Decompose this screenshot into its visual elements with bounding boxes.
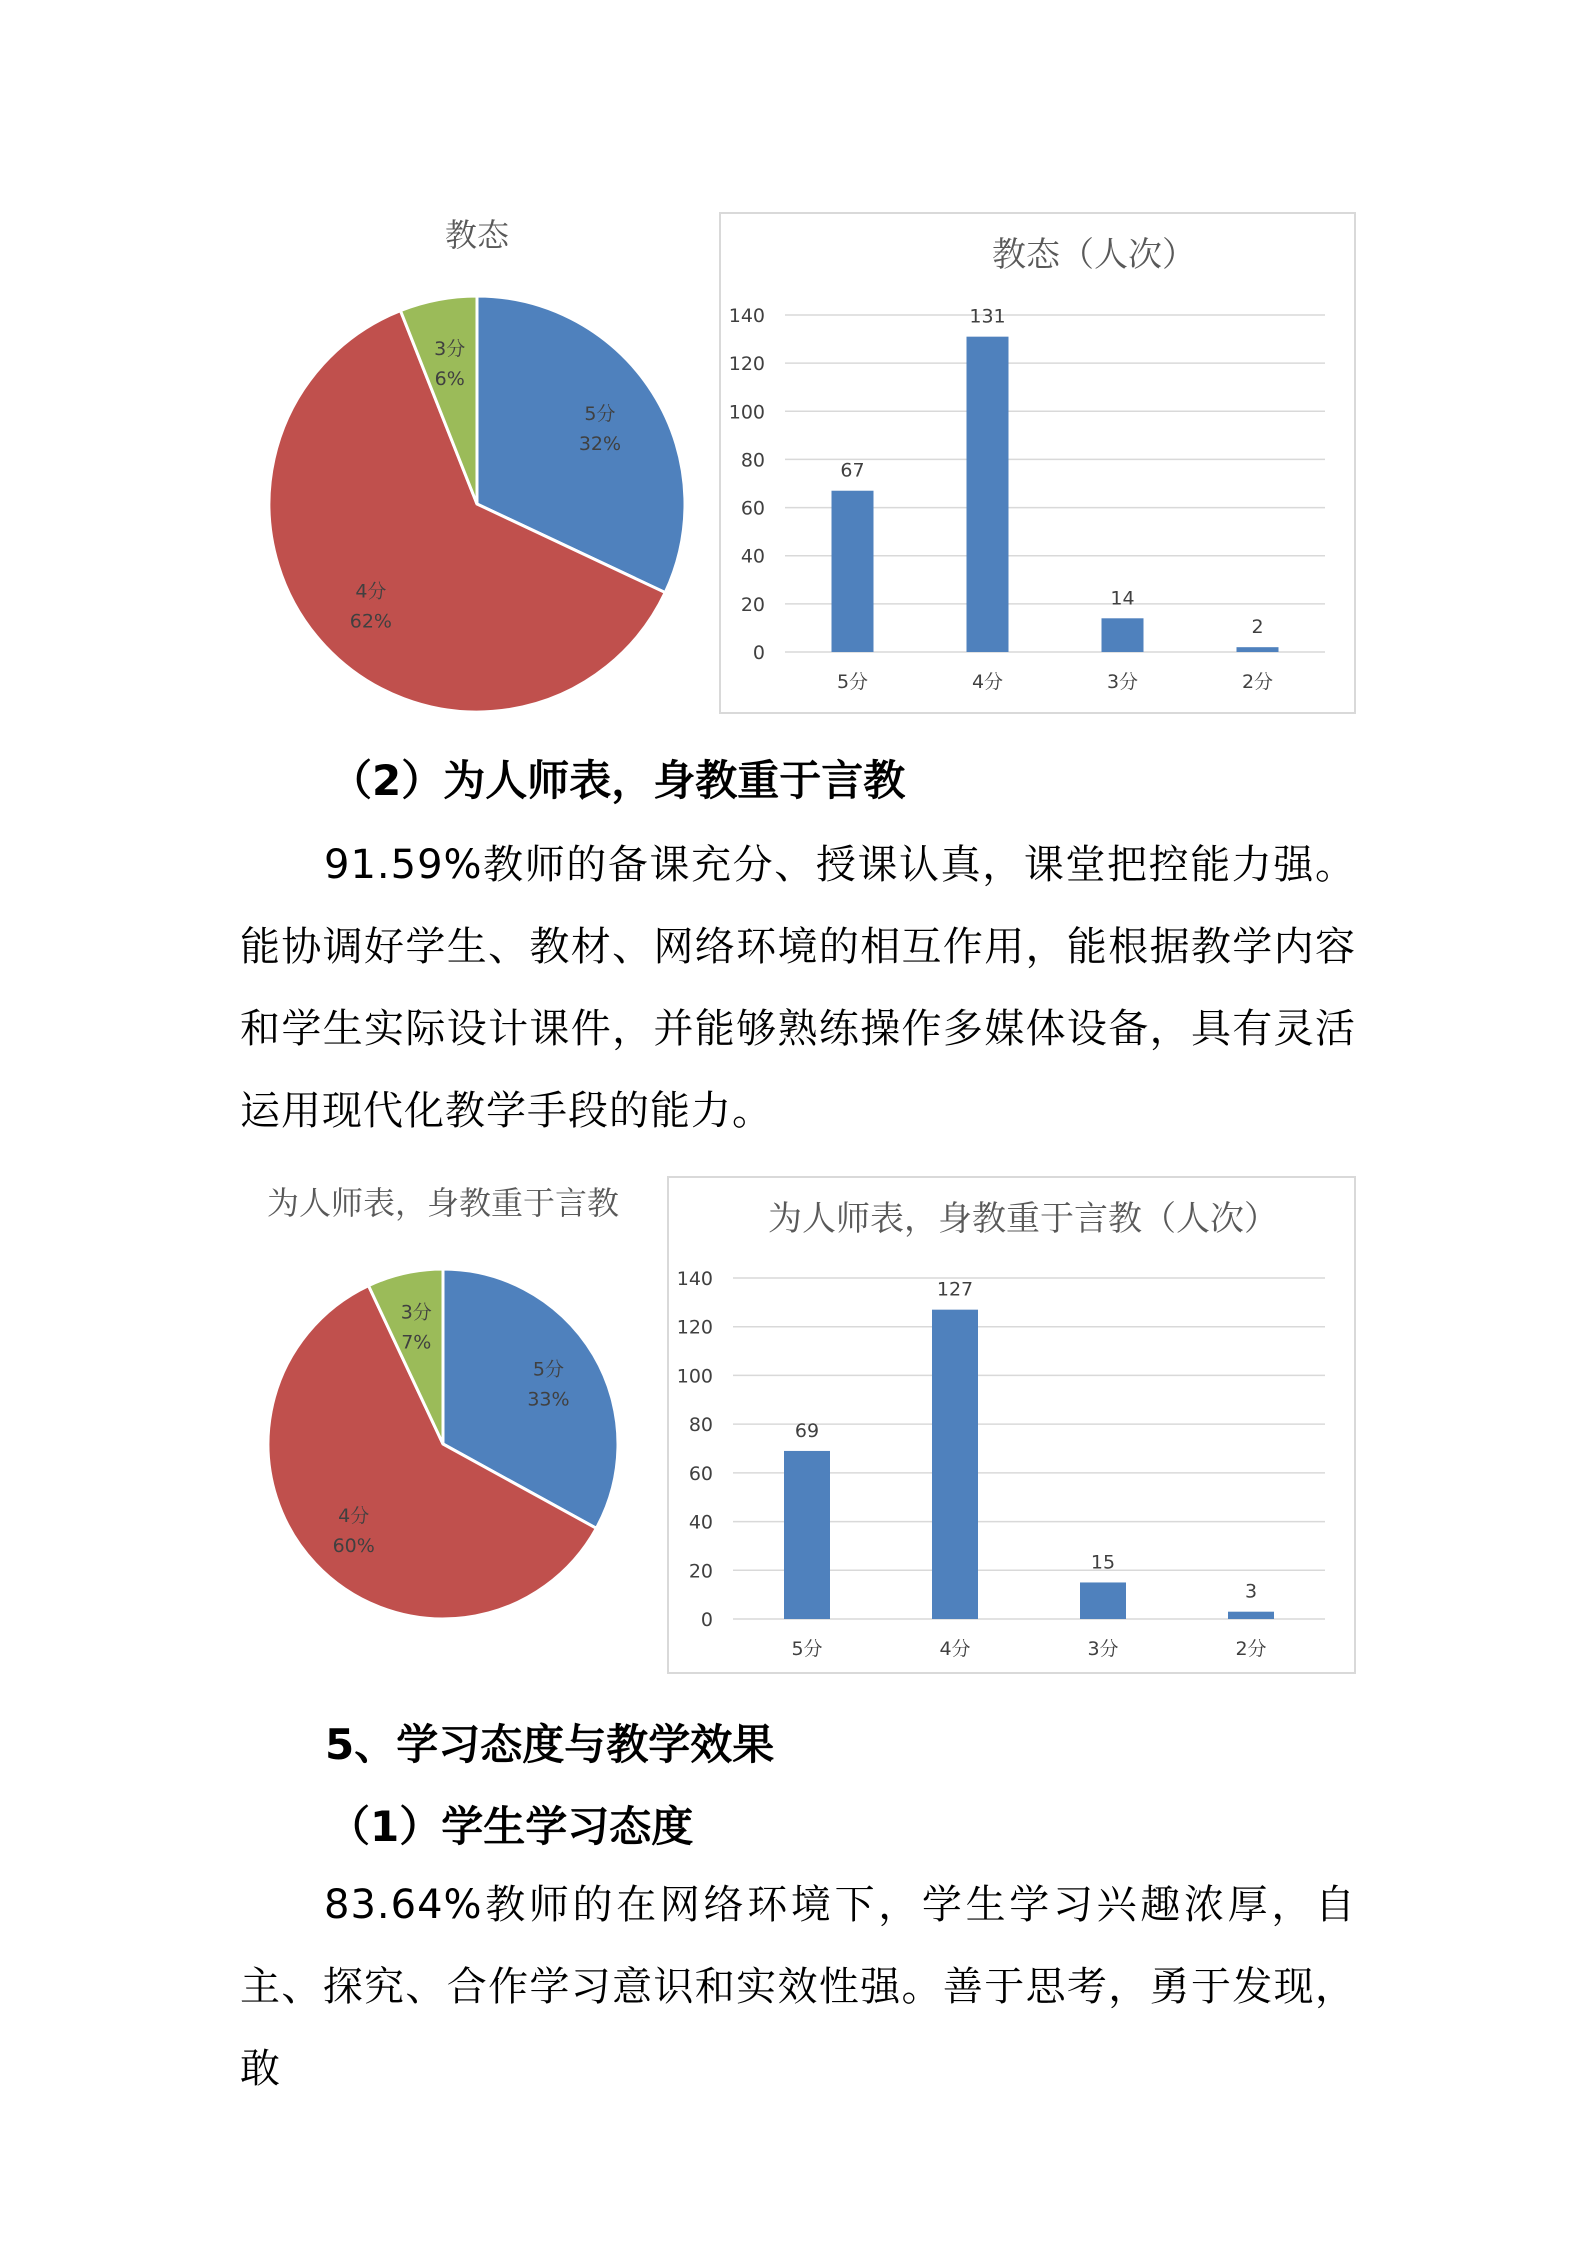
x-tick-label: 5分 [836,671,869,693]
pie-chart-weirenshibiao [236,1180,656,1630]
pie-chart-svg [236,1180,656,1630]
pie-data-label: 5分 32% [578,402,622,455]
x-tick-label: 2分 [1235,1638,1267,1660]
section-heading: 5、学习态度与教学效果 [325,1720,775,1769]
bar-data-label: 2 [1251,616,1264,639]
x-tick-label: 5分 [791,1638,823,1660]
bar-data-label: 3 [1244,1580,1258,1603]
y-tick-label: 20 [740,593,765,616]
bar [832,491,874,652]
y-tick-label: 0 [700,1609,713,1631]
y-tick-label: 60 [688,1462,713,1485]
pie-chart-jiaotai [240,200,700,720]
y-tick-label: 0 [752,642,765,664]
y-tick-label: 120 [728,353,765,376]
body-paragraph: 83.64%教师的在网络环境下，学生学习兴趣浓厚，自主、探究、合作学习意识和实效性强。善于思考，勇于发现，敢 [240,1882,1356,2092]
pie-title: 为人师表，身教重于言教 [266,1184,620,1222]
sub-heading: （1）学生学习态度 [328,1802,694,1851]
pie-data-label: 5分 33% [527,1358,570,1411]
x-tick-label: 2分 [1241,671,1274,693]
y-tick-label: 100 [728,401,765,424]
bar [1102,618,1144,652]
x-tick-label: 3分 [1106,671,1139,693]
x-tick-label: 4分 [939,1638,971,1660]
body-paragraph: 91.59%教师的备课充分、授课认真，课堂把控能力强。能协调好学生、教材、网络环境的相互作用，能根据教学内容和学生实际设计课件，并能够熟练操作多媒体设备，具有灵活运用现代化教学手段的能力。 [240,842,1356,1134]
y-tick-label: 100 [676,1365,713,1388]
bar [932,1310,978,1619]
y-tick-label: 80 [688,1414,713,1437]
x-tick-label: 4分 [971,671,1004,693]
pie-data-label: 3分 6% [434,337,466,390]
pie-title: 教态 [444,216,510,254]
bar-chart-svg [669,1178,1354,1672]
pie-data-label: 4分 60% [332,1504,375,1557]
bar [1228,1612,1274,1619]
bar [967,337,1009,652]
bar-data-label: 127 [936,1278,974,1301]
bar-title: 教态（人次） [992,235,1196,275]
pie-chart-svg [240,200,700,720]
bar [1237,647,1279,652]
bar [784,1451,830,1619]
bar-data-label: 69 [794,1419,820,1442]
y-tick-label: 40 [740,545,765,568]
y-tick-label: 80 [740,449,765,472]
bar-chart-svg [721,214,1354,712]
bar-data-label: 14 [1110,587,1135,610]
y-tick-label: 140 [728,305,765,327]
bar-data-label: 67 [840,459,865,482]
section-heading: （2）为人师表，身教重于言教 [330,756,906,805]
bar-data-label: 131 [969,305,1006,328]
bar-chart-weirenshibiao [667,1176,1356,1674]
bar-chart-jiaotai [719,212,1356,714]
y-tick-label: 120 [676,1316,713,1339]
pie-data-label: 4分 62% [349,580,392,633]
y-tick-label: 60 [740,497,765,520]
y-tick-label: 20 [688,1560,713,1583]
pie-data-label: 3分 7% [400,1301,432,1354]
bar-title: 为人师表，身教重于言教（人次） [768,1199,1278,1239]
y-tick-label: 140 [676,1268,713,1290]
x-tick-label: 3分 [1087,1638,1119,1660]
y-tick-label: 40 [688,1511,713,1534]
bar [1080,1582,1126,1619]
bar-data-label: 15 [1090,1551,1116,1574]
